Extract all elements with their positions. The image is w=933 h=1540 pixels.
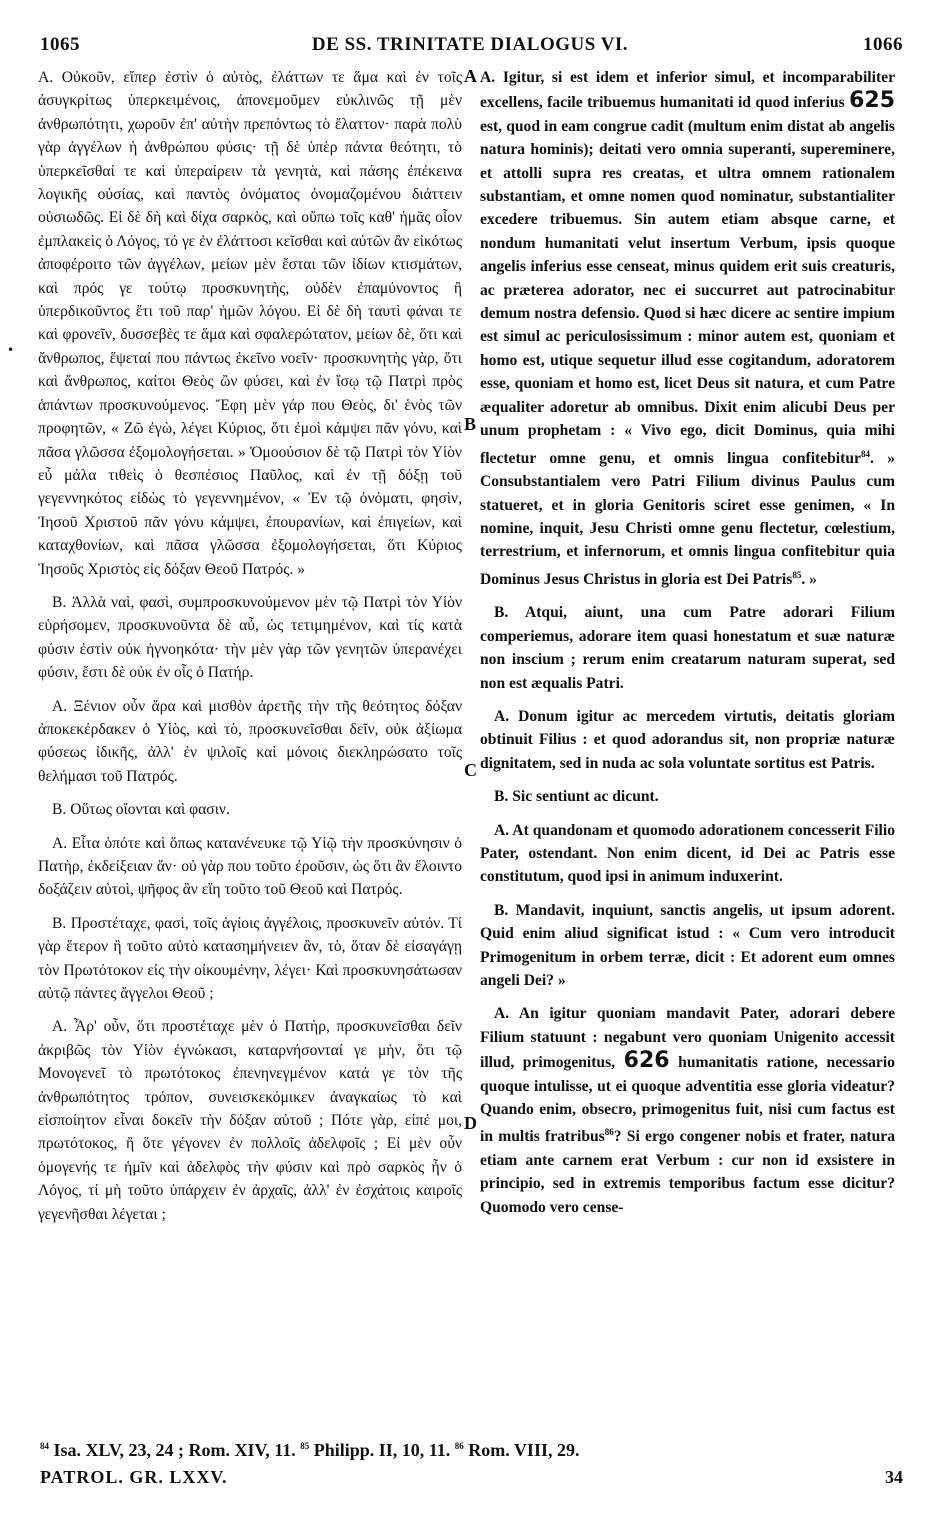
latin-paragraph: B. Mandavit, inquiunt, sanctis angelis, ut ipsum adorent. Quid enim aliud significat istud : « Cum vero introducit Primogenitum in orbem terræ, dicit : Et adorent eum omnes angeli Dei? »	[480, 901, 895, 989]
column-number: 626	[623, 1048, 670, 1074]
greek-paragraph: Β. Προστέταχε, φασὶ, τοῖς ἁγίοις ἀγγέλοις, προσκυνεῖν αὐτόν. Τί γὰρ ἕτερον ἢ τοῦτο αὐτὸ κατασημήνειεν ἂν, τὸ, ὅταν δὲ εἰσαγάγῃ τὸν Πρωτότοκον εἰς τὴν οἰκουμένην, λέγει· Καὶ προσκυνησάτωσαν αὐτῷ πάντες ἄγγελοι Θεοῦ ;	[38, 914, 462, 1003]
margin-bullet-icon: •	[7, 343, 15, 357]
page-number-left: 1065	[40, 34, 80, 55]
latin-column	[480, 66, 895, 1229]
greek-column	[38, 66, 462, 1236]
latin-text: A. An igitur quoniam mandavit Pater, adorari debere Filium statuunt : negabunt vero quoniam Unigenito accessit illud, primogenitus,	[480, 1005, 895, 1072]
page-number-right: 1066	[863, 34, 903, 55]
latin-paragraph	[480, 66, 895, 591]
footnote-marker: 84	[40, 1441, 49, 1451]
latin-text: ? Si ergo congener nobis et frater, natura etiam ante carnem erat Verbum : cur non id exsistere in principio, sed in extremis temporibus factum esse dicitur? Quomodo vero cense-	[480, 1128, 895, 1216]
latin-text: A. Igitur, si est idem et inferior simul, et incomparabiliter excellens, facile tribuemus humanitati id quod inferius	[480, 69, 895, 112]
latin-paragraph: A. Donum igitur ac mercedem virtutis, deitatis gloriam obtinuit Filius : et quod adorandus sit, non propriæ naturæ dignitatem, sed in nuda ac sola voluntate sortitus est Patris.	[480, 707, 895, 772]
margin-letter-c: C	[464, 760, 477, 780]
latin-text: . » Consubstantialem vero Patri Filium divinus Paulus cum statueret, et in gloria Genitoris sciret esse genimen, « In nomine, inquit, Jesu Christi omne genu flectetur, cœlestium, terrestrium, et infernorum, et omnis lingua confitebitur quia Dominus Jesus Christus in gloria est Dei Patris	[480, 449, 895, 588]
greek-paragraph: Β. Ἀλλὰ ναὶ, φασὶ, συμπροσκυνούμενον μὲν τῷ Πατρὶ τὸν Υἱὸν εὑρήσομεν, προσκυνοῦντα δὲ αὖ, ὡς τετιμημένον, καὶ τίς κατὰ φύσιν ἐστὶν οὐκ ἠγνοηκότα· τὴν μὲν γὰρ τῶν γενητῶν ὑπερανέχει φύσιν, ἔστι δὲ οὐκ ἐν οἷς ὁ Πατήρ.	[38, 593, 462, 682]
latin-paragraph: A. At quandonam et quomodo adorationem concesserit Filio Pater, ostendant. Non enim dicent, id Dei ac Patris esse constitutum, quod ipsi in animum induxerint.	[480, 821, 895, 886]
signature-mark: PATROL. GR. LXXV.	[40, 1467, 228, 1487]
footnote-marker: 85	[300, 1441, 310, 1451]
margin-letter-b: B	[464, 414, 477, 434]
latin-text: humanitatis ratione, necessario quoque intulisse, ut ei quoque adventitia esse gloria videatur? Quando enim, obsecro, primogenitus fuit, nisi cum factus est in multis fratribus	[480, 1054, 895, 1146]
latin-text: est, quod in eam congrue cadit (multum enim distat ab angelis natura hominis); deitati vero omnia superanti, supereminere, et attolli supra res creatas, et ultra omnem rationalem substantiam, et omne nomen quod nominatur, substantialiter excedere tribuemus. Sin autem etiam absque carne, et nondum humanitati velut insertum Verbum, ipsis quoque angelis inferius esse censeat, minus quidem erit suis creaturis, ac præterea adorator, nec ei succurret aut patrocinabitur demum nostra defensio. Quod si hæc dicere ac sentire impium est simul ac periculosissimum : minor autem est, quoniam et homo est, utique sequetur illud esse cogitandum, adoratorem esse, quoniam et homo est, licet Deus sit natura, et cum Patre æqualiter adoretur ab omnibus. Dixit enim alicubi Deus per unum prophetam : « Vivo ego, dicit Dominus, quia mihi flectetur omne genu, et omnis lingua confitebitur	[480, 117, 895, 467]
footnote-ref: 86	[604, 1127, 614, 1138]
footnote-text: Philipp. II, 10, 11.	[313, 1440, 451, 1460]
greek-paragraph: Α. Ξένιον οὖν ἄρα καὶ μισθὸν ἀρετῆς τὴν τῆς θεότητος δόξαν ἀποκεκέρδακεν ὁ Υἱὸς, καὶ τὸ, προσκυνεῖσθαι δεῖν, οὐκ ἀξίωμα φύσεως ἰδικῆς, ἀλλ' ἐν ψιλοῖς καὶ μόνοις διεκληρώσατο τοῖς θελήμασι τοῦ Πατρός.	[38, 697, 462, 785]
footnotes	[40, 1440, 900, 1461]
greek-paragraph: Α. Ἆρ' οὖν, ὅτι προστέταχε μὲν ὁ Πατὴρ, προσκυνεῖσθαι δεῖν ἀκριβῶς τὸν Υἱὸν ἐγνώκασι, καταρνήσονταί γε μὴν, ὅτι τῷ Μονογενεῖ τὸ πρωτότοκος ἐπενηνεγμένον κατά γε τὸν τῆς ἀνθρωπότητος τρόπον, συνεισκεκόμικεν ἀναγκαίως τὸ καὶ εἰσποίητον εἶναι δοκεῖν τὴν δόξαν αὐτοῦ ; Πότε γὰρ, εἰπέ μοι, πρωτότοκος, ἢ ὅτε γέγονεν ἐν πολλοῖς ἀδελφοῖς ; Εἰ μὲν οὖν ὁμογενής τε ἡμῖν καὶ ἀδελφὸς τὴν φύσιν καὶ πρὸ σαρκὸς ἦν ὁ Λόγος, τί μὴ τοῦτο ὑπάρχειν ἐν ἀρχαῖς, ἀλλ' ἐν ἐσχάτοις καιροῖς γεγενῆσθαι λέγεται ;	[38, 1018, 462, 1223]
signature-number: 34	[885, 1467, 903, 1487]
latin-paragraph	[480, 1002, 895, 1219]
running-title: DE SS. TRINITATE DIALOGUS VI.	[311, 34, 629, 55]
greek-paragraph: Α. Εἶτα ὁπότε καὶ ὅπως κατανένευκε τῷ Υἱῷ τὴν προσκύνησιν ὁ Πατὴρ, ἐκδείξειαν ἄν· οὐ γὰρ που τοῦτο ἐροῦσιν, ὡς ὅτι ἂν ἕλοιντο δοξάζειν αὐτοὶ, ψῆφος ἂν εἴη τοῦτο τοῦ Θεοῦ καὶ Πατρός.	[38, 834, 462, 899]
latin-text: . »	[801, 570, 817, 588]
margin-letter-d: D	[464, 1113, 477, 1133]
footnote-ref: 85	[792, 569, 802, 580]
column-number: 625	[849, 88, 896, 114]
footnote-marker: 86	[454, 1441, 464, 1451]
margin-letter-a: A	[464, 66, 477, 86]
greek-paragraph: Α. Οὐκοῦν, εἴπερ ἐστὶν ὁ αὐτὸς, ἐλάττων τε ἅμα καὶ ἐν τοῖς ἀσυγκρίτως ὑπερκειμένοις, ἀπονεμοῦμεν εὐκλινῶς τῇ μὲν ἀνθρωπότητι, χωροῦν ἐπ' αὐτὴν πρεπόντως τὸ ἔλαττον· παρὰ πολὺ γὰρ ἀγγέλων ἡ ἀνθρώπου φύσις· τῇ δὲ ὑπὲρ πάντα θεότητι, τὸ ὑπερκεῖσθαί τε καὶ ὑπεραίρειν τὰ γενητὰ, καὶ πάσης ἐπέκεινα λογικῆς οὐσίας, καὶ παντὸς ὀνόματος ὀνομαζομένου διάττειν οὐσιωδῶς. Εἰ δὲ δὴ καὶ δίχα σαρκὸς, καὶ οὔπω τοῖς καθ' ἡμᾶς οἷον ἐμπλακεὶς ὁ Λόγος, τό γε ἐν ἐλάττοσι κεῖσθαι καὶ αὐτῶν ἂν εἰκότως ἀποφέροιτο τῶν ἀγγέλων, μείων μὲν ἔσται τῶν ἰδίων κτισμάτων, καὶ πρός γε τούτῳ προσκυνητὴς, οὐδὲν ἐπαμύνοντος ἢ ὑπερδικοῦντος ἔτι τοῦ παρ' ἡμῶν λόγου. Εἰ δὲ δὴ ταυτὶ φάναι τε καὶ φρονεῖν, δυσσεβὲς τε ἅμα καὶ σφαλερώτατον, μείων δὲ, ὅτι καὶ ἄνθρωπος, ἕψεταί που πάντως ἐκεῖνο νοεῖν· προσκυνητὴς γὰρ, ὅτι καὶ ἄνθρωπος, καίτοι Θεὸς ὢν φύσει, καὶ ἐν ἴσῳ τῷ Πατρὶ πρὸς ἁπάντων προσκυνούμενος. Ἔφη μὲν γάρ που Θεὸς, δι' ἑνὸς τῶν προφητῶν, « Ζῶ ἐγὼ, λέγει Κύριος, ὅτι ἐμοὶ κάμψει πᾶν γόνυ, καὶ πᾶσα γλῶσσα ἐξομολογήσεται. » Ὁμοούσιον δὲ τῷ Πατρὶ τὸν Υἱὸν εὖ μάλα τιθεὶς ὁ θεσπέσιος Παῦλος, καὶ ἐν τῇ δόξῃ τοῦ γεγεννηκότος εἰδὼς τὸ γεγεννημένον, « Ἐν τῷ ὀνόματι, φησὶν, Ἰησοῦ Χριστοῦ πᾶν γόνυ κάμψει, ἐπουρανίων, καὶ ἐπιγείων, καὶ καταχθονίων, καὶ πᾶσα γλῶσσα ἐξομολογήσεται, ὅτι Κύριος Ἰησοῦς Χριστὸς εἰς δόξαν Θεοῦ Πατρός. »	[38, 69, 462, 578]
footnote-text: Isa. XLV, 23, 24 ; Rom. XIV, 11.	[53, 1440, 296, 1460]
latin-paragraph: B. Atqui, aiunt, una cum Patre adorari Filium comperiemus, adorare item quasi honestatum et suæ naturæ non inscium ; rerum enim creatarum naturam superat, sed non est æqualis Patri.	[480, 604, 895, 692]
greek-paragraph: Β. Οὕτως οἴονται καὶ φασιν.	[52, 801, 230, 819]
footnote-ref: 84	[860, 448, 870, 459]
latin-paragraph: B. Sic sentiunt ac dicunt.	[494, 788, 659, 806]
footnote-text: Rom. VIII, 29.	[468, 1440, 580, 1460]
